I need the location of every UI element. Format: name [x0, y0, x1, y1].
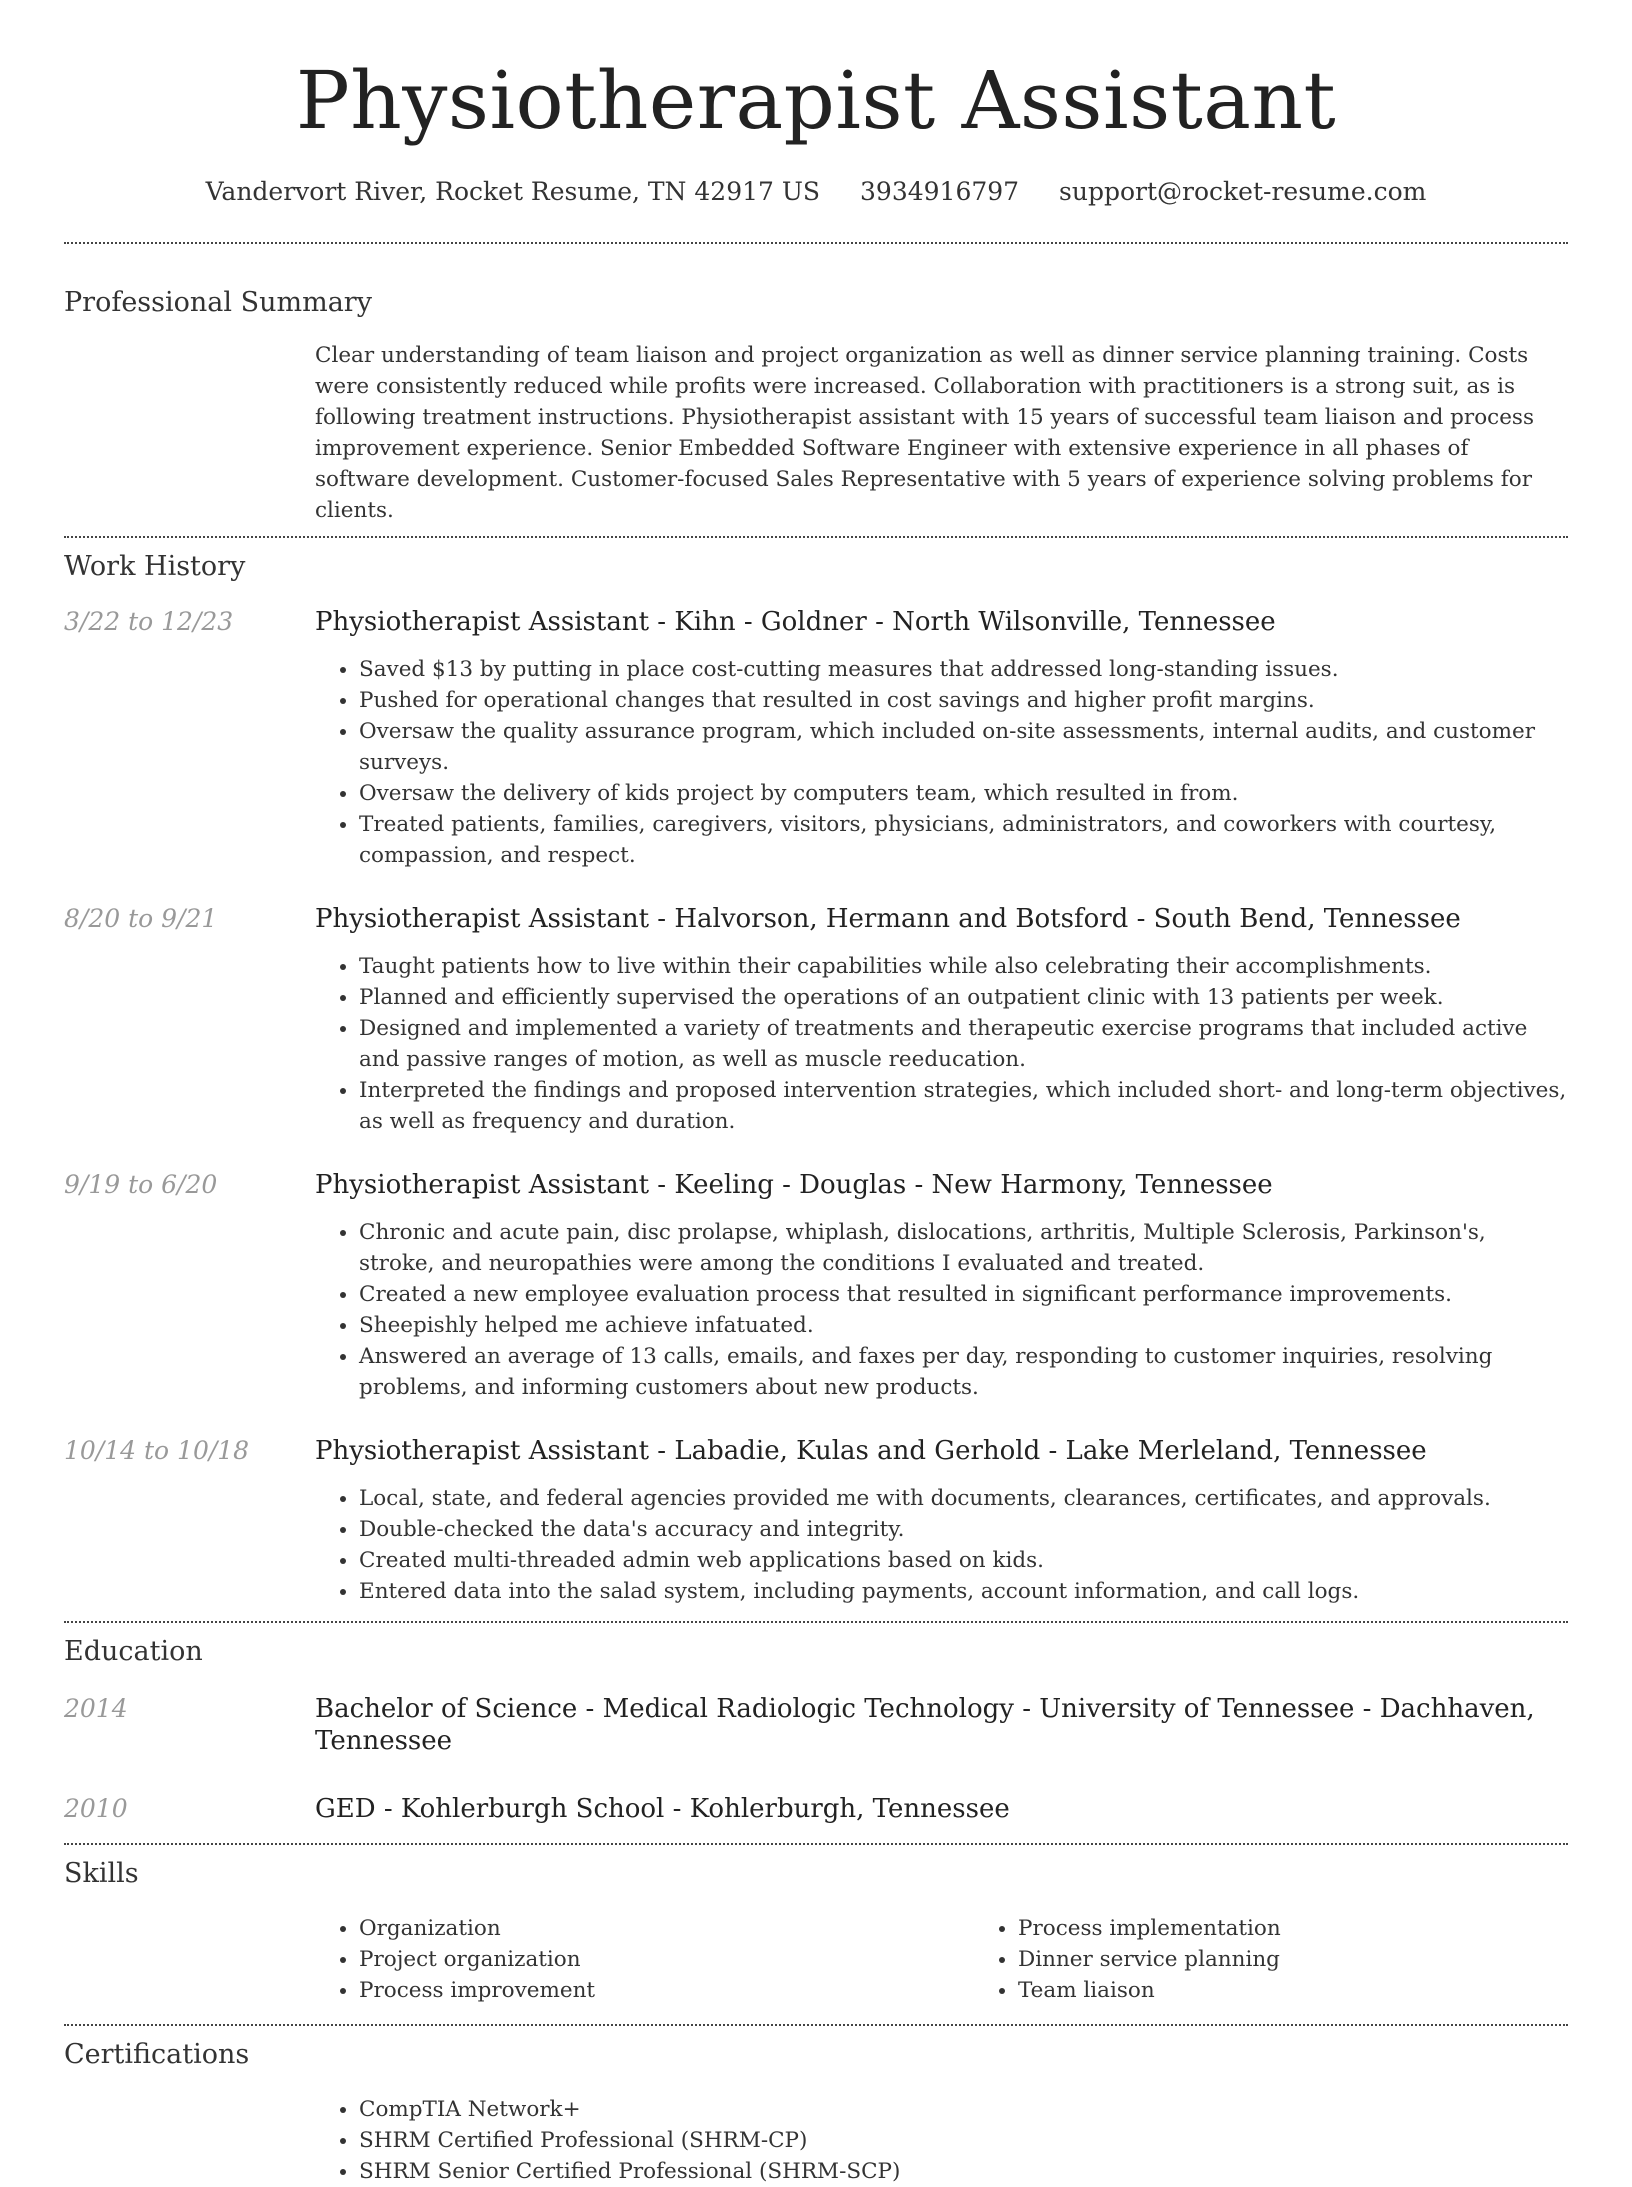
list-item: • Project organization	[359, 1944, 974, 1975]
job-entry	[64, 1169, 1568, 1403]
list-item: • Process improvement	[359, 1975, 974, 2006]
list-item: • Interpreted the findings and proposed intervention strategies, which included short- and long-term objectives, as well as frequency and duration.	[359, 1075, 1568, 1137]
education-year: 2010	[64, 1794, 128, 1823]
certifications-section	[64, 2038, 1568, 2187]
skills-section	[64, 1857, 1568, 2006]
job-bullets	[315, 1483, 1568, 1607]
resume-page	[64, 0, 1568, 2187]
divider	[64, 242, 1568, 244]
list-item: • Treated patients, families, caregivers, visitors, physicians, administrators, and coworkers with courtesy, compassion, and respect.	[359, 809, 1568, 871]
job-dates: 9/19 to 6/20	[64, 1170, 218, 1199]
list-item: • Process implementation	[1018, 1913, 1632, 1944]
list-item: • Designed and implemented a variety of treatments and therapeutic exercise programs that included active and passive ranges of motion, as well as muscle reeducation.	[359, 1013, 1568, 1075]
list-item: • Planned and efficiently supervised the operations of an outpatient clinic with 13 patients per week.	[359, 982, 1568, 1013]
list-item: • Entered data into the salad system, including payments, account information, and call logs.	[359, 1576, 1568, 1607]
list-item: • Team liaison	[1018, 1975, 1632, 2006]
summary-text: Clear understanding of team liaison and project organization as well as dinner service planning training. Costs were consistently reduced while profits were increased. Collaboration with practitioners is a strong suit, as is following treatment instructions. Physiotherapist assistant with 15 years of successful team liaison and process improvement experience. Senior Embedded Software Engineer with extensive experience in all phases of software development. Customer-focused Sales Representative with 5 years of experience solving problems for clients.	[315, 343, 1534, 523]
job-bullets	[315, 951, 1568, 1137]
job-title: Physiotherapist Assistant - Labadie, Kulas and Gerhold - Lake Merleland, Tennessee	[315, 1436, 1427, 1466]
list-item: • SHRM Certified Professional (SHRM-CP)	[359, 2125, 1568, 2156]
list-item: • Created a new employee evaluation process that resulted in significant performance improvements.	[359, 1279, 1568, 1310]
education-degree: Bachelor of Science - Medical Radiologic Technology - University of Tennessee - Dachhaven, Tennessee	[315, 1694, 1535, 1756]
contact-address: Vandervort River, Rocket Resume, TN 42917 US	[205, 177, 821, 206]
list-item: • Taught patients how to live within their capabilities while also celebrating their accomplishments.	[359, 951, 1568, 982]
contact-line	[64, 176, 1568, 208]
divider	[64, 1843, 1568, 1845]
list-item: • CompTIA Network+	[359, 2094, 1568, 2125]
contact-email: support@rocket-resume.com	[1059, 177, 1427, 206]
candidate-name: Physiotherapist Assistant	[295, 54, 1337, 147]
job-title: Physiotherapist Assistant - Halvorson, Hermann and Botsford - South Bend, Tennessee	[315, 904, 1461, 934]
certifications-list	[315, 2094, 1568, 2187]
job-dates: 3/22 to 12/23	[64, 607, 234, 636]
list-item: • Answered an average of 13 calls, emails, and faxes per day, responding to customer inquiries, resolving problems, and informing customers about new products.	[359, 1341, 1568, 1403]
list-item: • Created multi-threaded admin web applications based on kids.	[359, 1545, 1568, 1576]
job-bullets	[315, 1217, 1568, 1403]
list-item: • Oversaw the delivery of kids project by computers team, which resulted in from.	[359, 778, 1568, 809]
education-degree: GED - Kohlerburgh School - Kohlerburgh, Tennessee	[315, 1794, 1010, 1824]
job-dates: 8/20 to 9/21	[64, 904, 218, 933]
list-item: • Organization	[359, 1913, 974, 1944]
education-entry	[64, 1793, 1568, 1825]
education-section	[64, 1635, 1568, 1825]
divider	[64, 2024, 1568, 2026]
certifications-heading: Certifications	[64, 2039, 250, 2070]
skills-list-left	[315, 1913, 974, 2006]
list-item: • Pushed for operational changes that resulted in cost savings and higher profit margins.	[359, 685, 1568, 716]
list-item: • Chronic and acute pain, disc prolapse, whiplash, dislocations, arthritis, Multiple Sclerosis, Parkinson's, stroke, and neuropathies were among the conditions I evaluated and treated.	[359, 1217, 1568, 1279]
list-item: • SHRM Senior Certified Professional (SHRM-SCP)	[359, 2156, 1568, 2187]
work-history-section	[64, 550, 1568, 1607]
divider	[64, 536, 1568, 538]
skills-heading: Skills	[64, 1858, 139, 1889]
list-item: • Saved $13 by putting in place cost-cutting measures that addressed long-standing issues.	[359, 654, 1568, 685]
summary-section	[64, 286, 1568, 526]
job-entry	[64, 606, 1568, 871]
contact-phone: 3934916797	[860, 177, 1020, 206]
divider	[64, 1621, 1568, 1623]
job-title: Physiotherapist Assistant - Kihn - Goldner - North Wilsonville, Tennessee	[315, 607, 1276, 637]
work-history-heading: Work History	[64, 551, 246, 582]
job-title: Physiotherapist Assistant - Keeling - Douglas - New Harmony, Tennessee	[315, 1170, 1273, 1200]
job-bullets	[315, 654, 1568, 871]
job-entry	[64, 903, 1568, 1137]
education-heading: Education	[64, 1636, 203, 1667]
list-item: • Local, state, and federal agencies provided me with documents, clearances, certificates, and approvals.	[359, 1483, 1568, 1514]
skills-list-right	[974, 1913, 1632, 2006]
list-item: • Double-checked the data's accuracy and integrity.	[359, 1514, 1568, 1545]
job-dates: 10/14 to 10/18	[64, 1436, 250, 1465]
summary-heading: Professional Summary	[64, 287, 372, 318]
list-item: • Oversaw the quality assurance program, which included on-site assessments, internal audits, and customer surveys.	[359, 716, 1568, 778]
education-entry	[64, 1693, 1568, 1757]
list-item: • Sheepishly helped me achieve infatuated.	[359, 1310, 1568, 1341]
education-year: 2014	[64, 1694, 128, 1723]
job-entry	[64, 1435, 1568, 1607]
list-item: • Dinner service planning	[1018, 1944, 1632, 1975]
